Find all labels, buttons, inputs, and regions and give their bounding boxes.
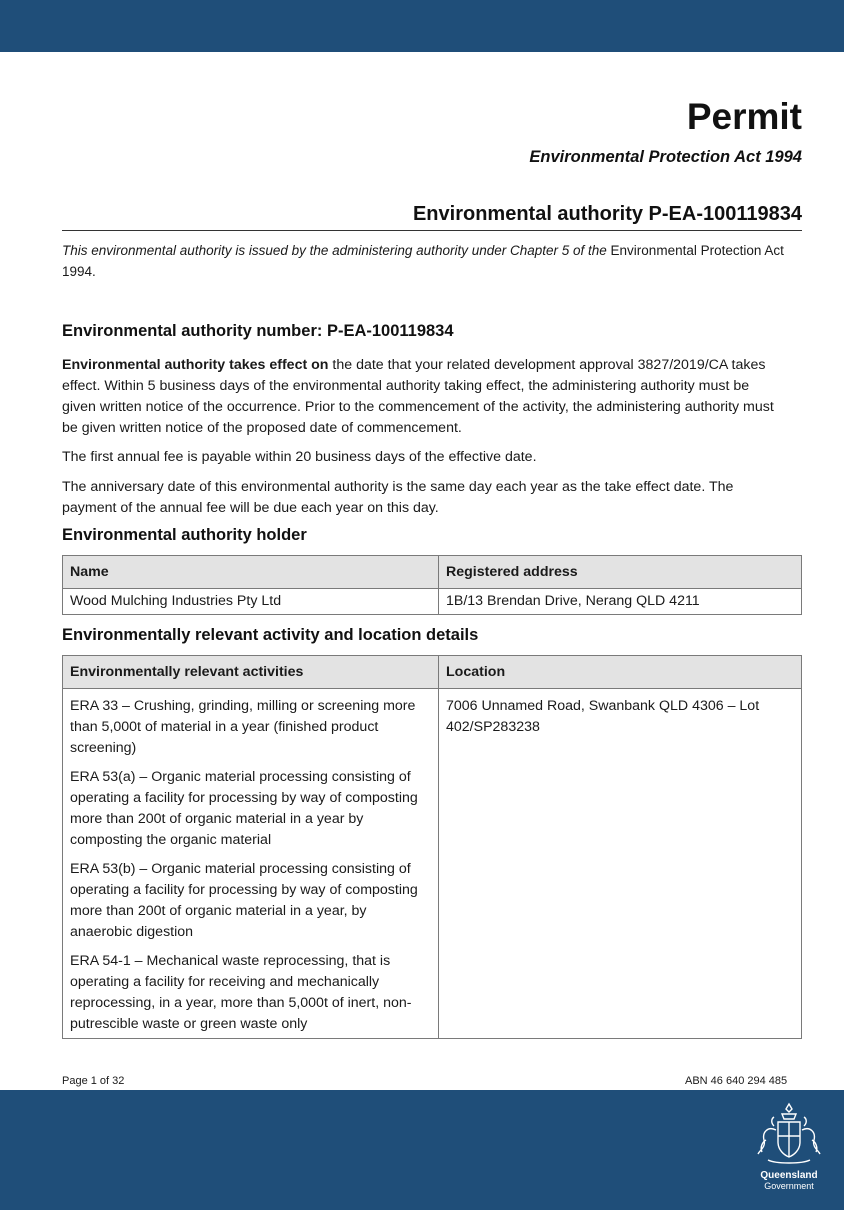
- table-header-row: [63, 556, 802, 589]
- table-header-row: [63, 656, 802, 689]
- activity-item: ERA 33 – Crushing, grinding, milling or screening more than 5,000t of material in a year (finished product screening): [70, 698, 416, 756]
- intro-text-1: This environmental authority is issued by the administering authority under Chapter 5 of the: [62, 243, 611, 258]
- activity-heading: Environmentally relevant activity and location details: [62, 626, 479, 644]
- anniversary-paragraph: The anniversary date of this environmental authority is the same day each year as the take effect date. The payment of the annual fee will be due each year on this day.: [62, 479, 734, 516]
- holder-name-cell: Wood Mulching Industries Pty Ltd: [63, 589, 439, 615]
- header-band: [0, 0, 844, 52]
- intro-paragraph: [62, 240, 802, 282]
- holder-table: [62, 555, 802, 615]
- queensland-government-logo: [752, 1100, 826, 1194]
- activities-cell: [63, 689, 439, 1039]
- act-subtitle: Environmental Protection Act 1994: [529, 148, 802, 166]
- holder-heading: Environmental authority holder: [62, 526, 307, 544]
- column-header-name: Name: [63, 556, 439, 589]
- location-cell: 7006 Unnamed Road, Swanbank QLD 4306 – Lot 402/SP283238: [439, 689, 802, 1039]
- effect-paragraph: [62, 355, 782, 439]
- holder-address-cell: 1B/13 Brendan Drive, Nerang QLD 4211: [439, 589, 802, 615]
- activity-item: ERA 54-1 – Mechanical waste reprocessing, that is operating a facility for receiving and mechanically reprocessing, in a year, more than 5,000t of inert, non-putrescible waste or green waste only: [70, 953, 412, 1032]
- intro-text-3: .: [92, 264, 96, 279]
- authority-heading: Environmental authority P-EA-100119834: [62, 203, 802, 231]
- table-row: [63, 589, 802, 615]
- effect-text: the date that your related development approval 3827/2019/CA takes effect. Within 5 business days of the environmental authority taking effect, the administering authority must be given written notice of the occurrence. Prior to the commencement of the activity, the administering authority must be given written notice of the proposed date of commencement.: [62, 357, 774, 436]
- page-number: Page 1 of 32: [62, 1075, 125, 1087]
- footer-band: [0, 1090, 844, 1210]
- column-header-address: Registered address: [439, 556, 802, 589]
- page-title: Permit: [686, 96, 802, 137]
- column-header-activities: Environmentally relevant activities: [63, 656, 439, 689]
- activity-item: ERA 53(a) – Organic material processing consisting of operating a facility for processing by way of composting more than 200t of organic material in a year by composting the organic material: [70, 769, 418, 848]
- logo-text-line2: Government: [764, 1181, 814, 1191]
- activity-table: [62, 655, 802, 1039]
- effect-bold-text: Environmental authority takes effect on: [62, 357, 329, 373]
- abn-number: ABN 46 640 294 485: [685, 1075, 788, 1087]
- fee-paragraph: The first annual fee is payable within 20 business days of the effective date.: [62, 449, 537, 465]
- activity-item: ERA 53(b) – Organic material processing consisting of operating a facility for processing by way of composting more than 200t of organic material in a year, by anaerobic digestion: [70, 861, 418, 940]
- column-header-location: Location: [439, 656, 802, 689]
- logo-text-line1: Queensland: [760, 1170, 818, 1181]
- intro-act-name: Environmental Protection Act 1994: [62, 243, 784, 279]
- table-row: [63, 689, 802, 1039]
- authority-number-heading: Environmental authority number: P-EA-100119834: [62, 322, 454, 340]
